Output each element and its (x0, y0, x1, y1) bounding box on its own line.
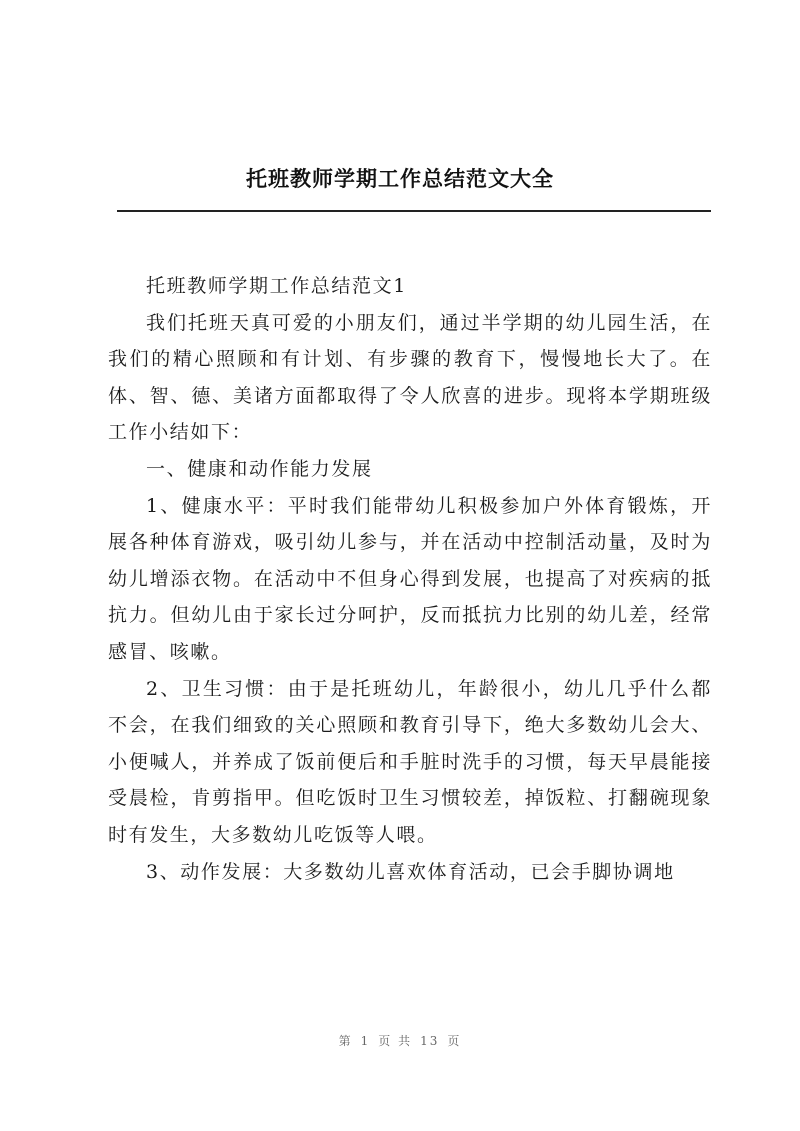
page-footer (0, 1032, 800, 1049)
footer-total-pages: 13 (420, 1034, 440, 1048)
document-body (108, 268, 712, 890)
paragraph: 我们托班天真可爱的小朋友们，通过半学期的幼儿园生活，在我们的精心照顾和有计划、有步骤的教育下，慢慢地长大了。在体、智、德、美诸方面都取得了令人欣喜的进步。现将本学期班级工作小结如下： (108, 311, 712, 444)
section-heading: 托班教师学期工作总结范文1 (146, 275, 407, 297)
footer-label-of: 页 共 (378, 1034, 413, 1048)
paragraph: 3、动作发展：大多数幼儿喜欢体育活动，已会手脚协调地 (146, 860, 675, 883)
title-divider (117, 210, 711, 212)
paragraph: 1、健康水平：平时我们能带幼儿积极参加户外体育锻炼，开展各种体育游戏，吸引幼儿参与，并在活动中控制活动量，及时为幼儿增添衣物。在活动中不但身心得到发展，也提高了对疾病的抵抗力。但幼儿由于家长过分呵护，反而抵抗力比别的幼儿差，经常感冒、咳嗽。 (108, 494, 712, 663)
footer-label-pages: 页 (447, 1034, 462, 1048)
footer-label-page: 第 (338, 1034, 353, 1048)
paragraph: 2、卫生习惯：由于是托班幼儿，年龄很小，幼儿几乎什么都不会，在我们细致的关心照顾和教育引导下，绝大多数幼儿会大、小便喊人，并养成了饭前便后和手脏时洗手的习惯，每天早晨能接受晨检，肯剪指甲。但吃饭时卫生习惯较差，掉饭粒、打翻碗现象时有发生，大多数幼儿吃饭等人喂。 (108, 677, 712, 846)
document-title: 托班教师学期工作总结范文大全 (246, 167, 554, 191)
section-heading: 一、健康和动作能力发展 (146, 457, 373, 480)
footer-current-page: 1 (360, 1034, 371, 1048)
